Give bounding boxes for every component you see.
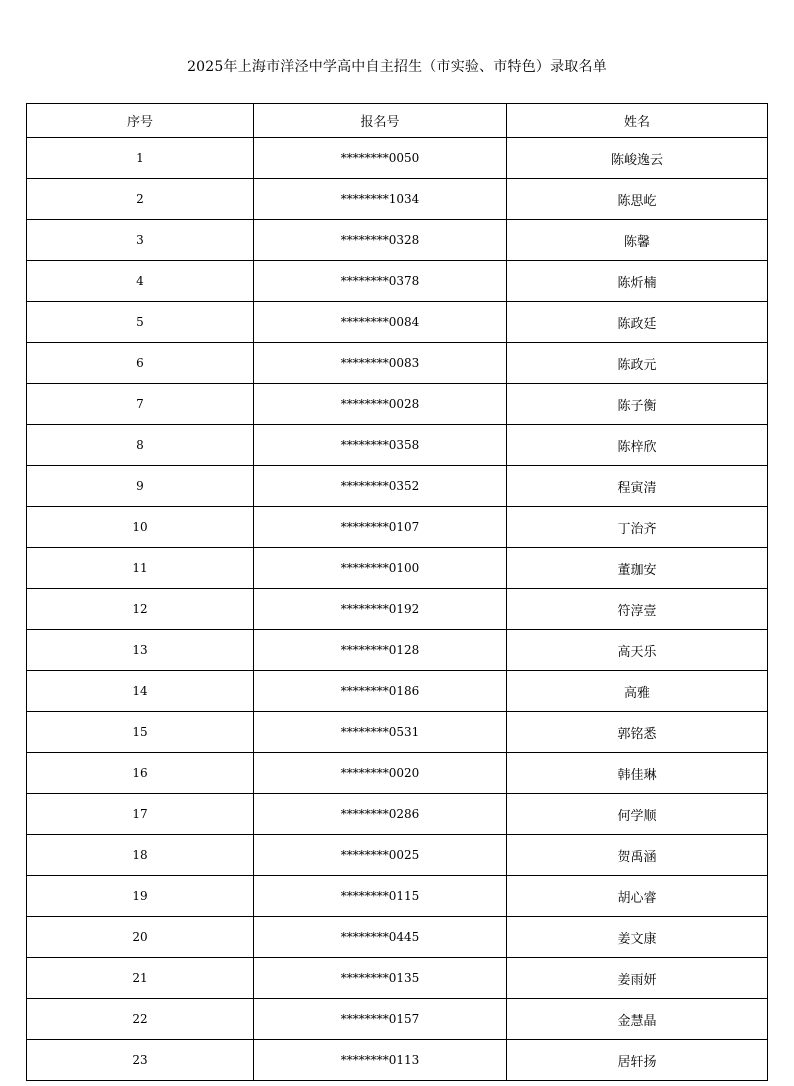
sequence-cell: 21 <box>27 958 254 999</box>
table-row <box>27 138 768 179</box>
sequence-cell: 19 <box>27 876 254 917</box>
registration-number-cell: ********0107 <box>254 507 507 548</box>
name-cell: 高雅 <box>507 671 768 712</box>
table-row <box>27 589 768 630</box>
sequence-cell: 18 <box>27 835 254 876</box>
name-cell: 程寅清 <box>507 466 768 507</box>
registration-number-cell: ********0157 <box>254 999 507 1040</box>
name-cell: 胡心睿 <box>507 876 768 917</box>
table-row <box>27 343 768 384</box>
table-row <box>27 548 768 589</box>
registration-number-cell: ********0328 <box>254 220 507 261</box>
table-row <box>27 999 768 1040</box>
table-row <box>27 179 768 220</box>
registration-number-cell: ********0378 <box>254 261 507 302</box>
registration-number-cell: ********0186 <box>254 671 507 712</box>
table-body <box>27 138 768 1081</box>
sequence-cell: 11 <box>27 548 254 589</box>
name-cell: 韩佳琳 <box>507 753 768 794</box>
sequence-cell: 2 <box>27 179 254 220</box>
table-row <box>27 671 768 712</box>
registration-number-cell: ********0115 <box>254 876 507 917</box>
column-header-registration-number: 报名号 <box>254 104 507 138</box>
name-cell: 金慧晶 <box>507 999 768 1040</box>
sequence-cell: 7 <box>27 384 254 425</box>
sequence-cell: 1 <box>27 138 254 179</box>
table-row <box>27 220 768 261</box>
registration-number-cell: ********0100 <box>254 548 507 589</box>
registration-number-cell: ********0135 <box>254 958 507 999</box>
name-cell: 陈馨 <box>507 220 768 261</box>
name-cell: 陈峻逸云 <box>507 138 768 179</box>
table-row <box>27 958 768 999</box>
column-header-name: 姓名 <box>507 104 768 138</box>
table-row <box>27 1040 768 1081</box>
table-row <box>27 794 768 835</box>
sequence-cell: 3 <box>27 220 254 261</box>
sequence-cell: 14 <box>27 671 254 712</box>
name-cell: 丁治齐 <box>507 507 768 548</box>
sequence-cell: 22 <box>27 999 254 1040</box>
sequence-cell: 9 <box>27 466 254 507</box>
sequence-cell: 13 <box>27 630 254 671</box>
registration-number-cell: ********0050 <box>254 138 507 179</box>
table-row <box>27 384 768 425</box>
sequence-cell: 23 <box>27 1040 254 1081</box>
name-cell: 贺禹涵 <box>507 835 768 876</box>
name-cell: 董珈安 <box>507 548 768 589</box>
name-cell: 陈政廷 <box>507 302 768 343</box>
admission-list-table <box>26 103 768 1081</box>
name-cell: 陈炘楠 <box>507 261 768 302</box>
registration-number-cell: ********0113 <box>254 1040 507 1081</box>
table-row <box>27 302 768 343</box>
registration-number-cell: ********0020 <box>254 753 507 794</box>
sequence-cell: 17 <box>27 794 254 835</box>
registration-number-cell: ********0358 <box>254 425 507 466</box>
sequence-cell: 16 <box>27 753 254 794</box>
name-cell: 姜文康 <box>507 917 768 958</box>
table-row <box>27 261 768 302</box>
registration-number-cell: ********0286 <box>254 794 507 835</box>
sequence-cell: 20 <box>27 917 254 958</box>
registration-number-cell: ********0025 <box>254 835 507 876</box>
name-cell: 郭铭悉 <box>507 712 768 753</box>
name-cell: 陈子衡 <box>507 384 768 425</box>
registration-number-cell: ********0084 <box>254 302 507 343</box>
table-row <box>27 630 768 671</box>
sequence-cell: 4 <box>27 261 254 302</box>
registration-number-cell: ********0192 <box>254 589 507 630</box>
name-cell: 居轩扬 <box>507 1040 768 1081</box>
table-row <box>27 835 768 876</box>
registration-number-cell: ********0445 <box>254 917 507 958</box>
table-header-row <box>27 104 768 138</box>
name-cell: 何学顺 <box>507 794 768 835</box>
registration-number-cell: ********0531 <box>254 712 507 753</box>
registration-number-cell: ********0083 <box>254 343 507 384</box>
name-cell: 高天乐 <box>507 630 768 671</box>
name-cell: 陈思屹 <box>507 179 768 220</box>
sequence-cell: 8 <box>27 425 254 466</box>
registration-number-cell: ********0128 <box>254 630 507 671</box>
sequence-cell: 5 <box>27 302 254 343</box>
name-cell: 陈梓欣 <box>507 425 768 466</box>
table-row <box>27 876 768 917</box>
registration-number-cell: ********0028 <box>254 384 507 425</box>
sequence-cell: 10 <box>27 507 254 548</box>
sequence-cell: 15 <box>27 712 254 753</box>
table-row <box>27 507 768 548</box>
registration-number-cell: ********1034 <box>254 179 507 220</box>
table-row <box>27 466 768 507</box>
document-title: 2025年上海市洋泾中学高中自主招生（市实验、市特色）录取名单 <box>187 59 607 75</box>
column-header-sequence: 序号 <box>27 104 254 138</box>
registration-number-cell: ********0352 <box>254 466 507 507</box>
name-cell: 陈政元 <box>507 343 768 384</box>
sequence-cell: 12 <box>27 589 254 630</box>
name-cell: 符淳壹 <box>507 589 768 630</box>
name-cell: 姜雨妍 <box>507 958 768 999</box>
table-row <box>27 712 768 753</box>
sequence-cell: 6 <box>27 343 254 384</box>
table-row <box>27 917 768 958</box>
table-row <box>27 425 768 466</box>
table-row <box>27 753 768 794</box>
